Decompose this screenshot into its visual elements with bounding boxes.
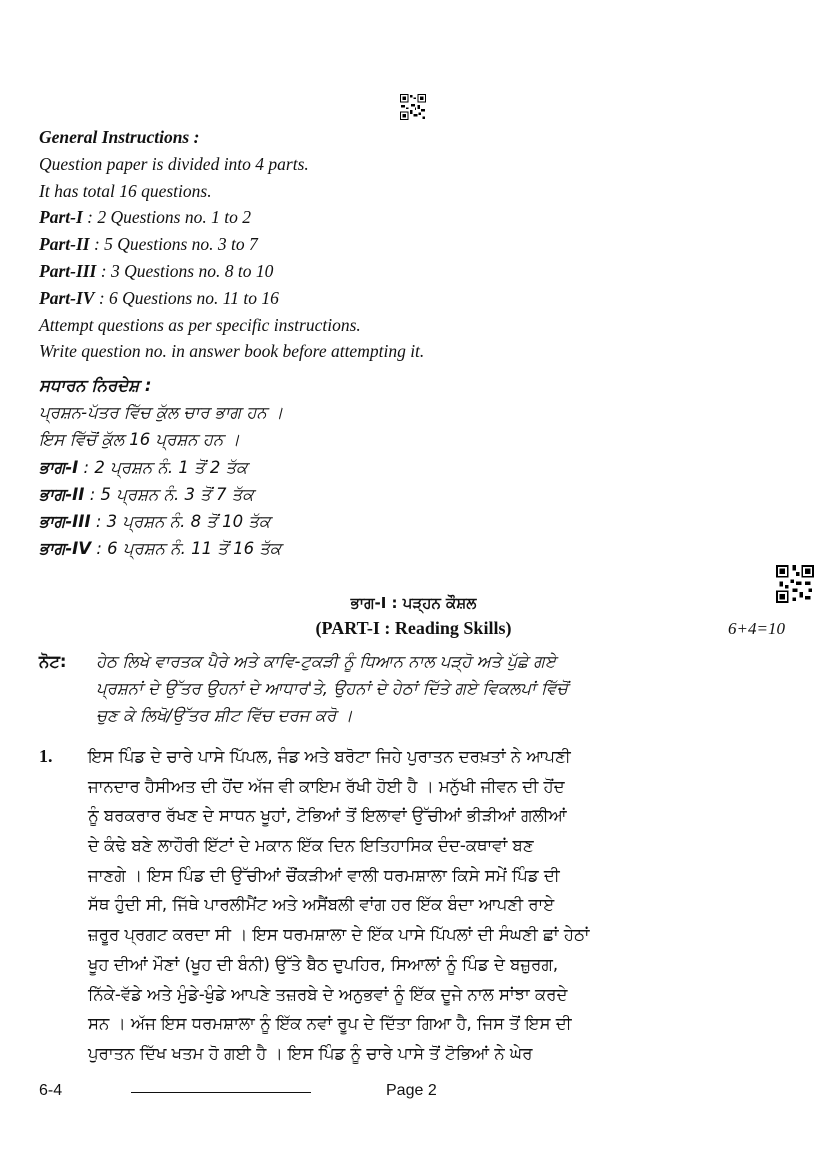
instruction-line: Question paper is divided into 4 parts. <box>39 153 309 174</box>
question-number: 1. <box>39 746 53 766</box>
instruction-line: ਭਾਗ-II : 5 ਪ੍ਰਸ਼ਨ ਨੰ. 3 ਤੋਂ 7 ਤੱਕ <box>39 484 254 504</box>
instruction-line: ਭਾਗ-IV : 6 ਪ੍ਰਸ਼ਨ ਨੰ. 11 ਤੋਂ 16 ਤੱਕ <box>39 539 282 559</box>
page-footer <box>0 1080 827 1110</box>
instruction-line: ਪ੍ਰਸ਼ਨ-ਪੱਤਰ ਵਿੱਚ ਕੁੱਲ ਚਾਰ ਭਾਗ ਹਨ । <box>39 403 284 423</box>
punjabi-instructions <box>39 372 459 562</box>
note-label: ਨੋਟ: <box>39 652 67 671</box>
instruction-line: It has total 16 questions. <box>39 180 212 201</box>
section-title-punjabi: ਭਾਗ-I : ਪੜ੍ਹਨ ਕੌਸ਼ਲ <box>350 594 477 612</box>
question-1 <box>39 742 791 1069</box>
instruction-line: Part-II : 5 Questions no. 3 to 7 <box>39 234 258 255</box>
punjabi-instructions-heading: ਸਧਾਰਨ ਨਿਰਦੇਸ਼ : <box>39 376 152 395</box>
note-line: ਪ੍ਰਸ਼ਨਾਂ ਦੇ ਉੱਤਰ ਉਹਨਾਂ ਦੇ ਆਧਾਰ'ਤੇ, ਉਹਨਾਂ ਦੇ ਹੇਠਾਂ ਦਿੱਤੇ ਗਏ ਵਿਕਲਪਾਂ ਵਿੱਚੋਂ <box>96 679 568 698</box>
section-marks: 6+4=10 <box>728 619 785 638</box>
page-number: Page 2 <box>386 1082 437 1099</box>
passage-line: ਸੱਥ ਹੁੰਦੀ ਸੀ, ਜਿੱਥੇ ਪਾਰਲੀਮੈਂਟ ਅਤੇ ਅਸੈਂਬਲੀ ਵਾਂਗ ਹਰ ਇੱਕ ਬੰਦਾ ਆਪਣੀ ਰਾਏ <box>88 895 555 915</box>
instruction-line: ਭਾਗ-III : 3 ਪ੍ਰਸ਼ਨ ਨੰ. 8 ਤੋਂ 10 ਤੱਕ <box>39 511 271 531</box>
qr-code-icon <box>400 94 426 120</box>
passage-line: ਪੁਰਾਤਨ ਦਿੱਖ ਖਤਮ ਹੋ ਗਈ ਹੈ । ਇਸ ਪਿੰਡ ਨੂੰ ਚਾਰੇ ਪਾਸੇ ਤੋਂ ਟੋਭਿਆਂ ਨੇ ਘੇਰ <box>88 1043 533 1063</box>
passage-line: ਜਾਨਦਾਰ ਹੈਸੀਅਤ ਦੀ ਹੋਂਦ ਅੱਜ ਵੀ ਕਾਇਮ ਰੱਖੀ ਹੋਈ ਹੈ । ਮਨੁੱਖੀ ਜੀਵਨ ਦੀ ਹੋਂਦ <box>88 776 565 796</box>
instruction-line: ਇਸ ਵਿੱਚੋਂ ਕੁੱਲ 16 ਪ੍ਰਸ਼ਨ ਹਨ । <box>39 430 240 450</box>
passage-line: ਇਸ ਪਿੰਡ ਦੇ ਚਾਰੇ ਪਾਸੇ ਪਿੱਪਲ, ਜੰਡ ਅਤੇ ਬਰੋਟਾ ਜਿਹੇ ਪੁਰਾਤਨ ਦਰਖ਼ਤਾਂ ਨੇ ਆਪਣੀ <box>88 747 571 766</box>
instruction-line: Attempt questions as per specific instructions. <box>39 314 361 335</box>
footer-divider <box>131 1092 311 1093</box>
note-line: ਚੁਣ ਕੇ ਲਿਖੋ/ਉੱਤਰ ਸ਼ੀਟ ਵਿੱਚ ਦਰਜ ਕਰੋ । <box>96 706 353 725</box>
passage-line: ਜ਼ਰੂਰ ਪ੍ਰਗਟ ਕਰਦਾ ਸੀ । ਇਸ ਧਰਮਸ਼ਾਲਾ ਦੇ ਇੱਕ ਪਾਸੇ ਪਿੱਪਲਾਂ ਦੀ ਸੰਘਣੀ ਛਾਂ ਹੇਠਾਂ <box>88 925 590 945</box>
instruction-line: Part-IV : 6 Questions no. 11 to 16 <box>39 287 279 308</box>
instruction-line: Part-III : 3 Questions no. 8 to 10 <box>39 260 274 281</box>
note-line: ਹੇਠ ਲਿਖੇ ਵਾਰਤਕ ਪੈਰੇ ਅਤੇ ਕਾਵਿ-ਟੁਕੜੀ ਨੂੰ ਧਿਆਨ ਨਾਲ ਪੜ੍ਹੋ ਅਤੇ ਪੁੱਛੇ ਗਏ <box>96 652 556 671</box>
general-instructions <box>39 124 599 365</box>
passage-line: ਖੂਹ ਦੀਆਂ ਮੌਣਾਂ (ਖੂਹ ਦੀ ਬੰਨੀ) ਉੱਤੇ ਬੈਠ ਦੁਪਹਿਰ, ਸਿਆਲਾਂ ਨੂੰ ਪਿੰਡ ਦੇ ਬਜ਼ੁਰਗ, <box>88 954 559 974</box>
section-title-english: (PART-I : Reading Skills) <box>315 618 512 638</box>
passage-line: ਸਨ । ਅੱਜ ਇਸ ਧਰਮਸ਼ਾਲਾ ਨੂੰ ਇੱਕ ਨਵਾਂ ਰੂਪ ਦੇ ਦਿੱਤਾ ਗਿਆ ਹੈ, ਜਿਸ ਤੋਂ ਇਸ ਦੀ <box>88 1014 572 1034</box>
general-instructions-heading: General Instructions : <box>39 127 200 147</box>
passage-line: ਜਾਣਗੇ । ਇਸ ਪਿੰਡ ਦੀ ਉੱਚੀਆਂ ਚੌਂਕੜੀਆਂ ਵਾਲੀ ਧਰਮਸ਼ਾਲਾ ਕਿਸੇ ਸਮੇਂ ਪਿੰਡ ਦੀ <box>88 865 560 885</box>
instruction-line: ਭਾਗ-I : 2 ਪ੍ਰਸ਼ਨ ਨੰ. 1 ਤੋਂ 2 ਤੱਕ <box>39 457 248 477</box>
passage-line: ਨਿੱਕੇ-ਵੱਡੇ ਅਤੇ ਮੁੰਡੇ-ਖੁੰਡੇ ਆਪਣੇ ਤਜ਼ਰਬੇ ਦੇ ਅਨੁਭਵਾਂ ਨੂੰ ਇੱਕ ਦੂਜੇ ਨਾਲ ਸਾਂਝਾ ਕਰਦੇ <box>88 984 568 1004</box>
instruction-line: Write question no. in answer book before attempting it. <box>39 341 425 362</box>
passage-line: ਦੇ ਕੰਢੇ ਬਣੇ ਲਾਹੌਰੀ ਇੱਟਾਂ ਦੇ ਮਕਾਨ ਇੱਕ ਦਿਨ ਇਤਿਹਾਸਿਕ ਦੰਦ-ਕਥਾਵਾਂ ਬਣ <box>88 836 534 856</box>
note-block <box>39 648 791 729</box>
paper-code: 6-4 <box>39 1082 63 1099</box>
passage-line: ਨੂੰ ਬਰਕਰਾਰ ਰੱਖਣ ਦੇ ਸਾਧਨ ਖੂਹਾਂ, ਟੋਭਿਆਂ ਤੋਂ ਇਲਾਵਾਂ ਉੱਚੀਆਂ ਭੀੜੀਆਂ ਗਲੀਆਂ <box>88 806 567 826</box>
instruction-line: Part-I : 2 Questions no. 1 to 2 <box>39 207 251 228</box>
